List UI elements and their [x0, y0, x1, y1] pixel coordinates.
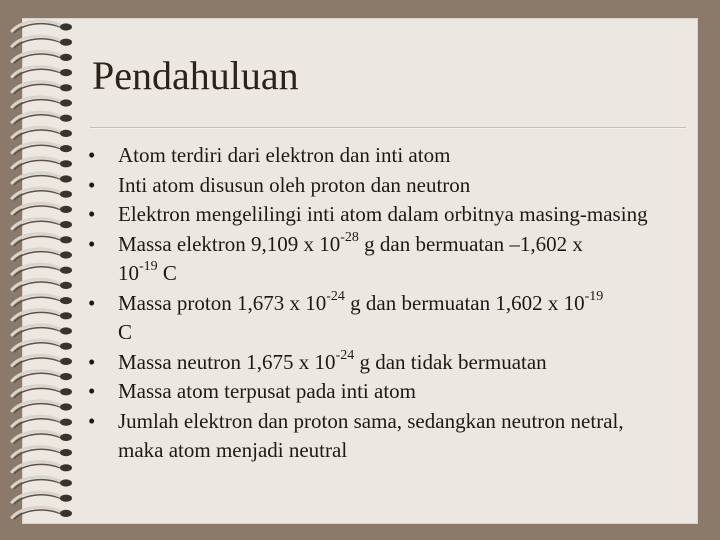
bullet-dot: • — [88, 143, 96, 167]
title-divider-highlight — [90, 128, 686, 129]
spiral-ring — [12, 492, 72, 504]
slide-title: Pendahuluan — [92, 53, 299, 98]
spiral-ring — [12, 507, 72, 519]
bullet-item — [88, 377, 668, 407]
bullet-dot: • — [88, 349, 96, 374]
bullet-list — [88, 141, 668, 466]
spiral-ring — [12, 82, 72, 94]
spiral-ring — [12, 310, 72, 322]
bullet-item — [88, 348, 668, 378]
spiral-ring — [12, 219, 72, 231]
spiral-ring — [12, 249, 72, 261]
bullet-dot: • — [88, 172, 96, 197]
spiral-ring — [12, 127, 72, 139]
bullet-text-part: Massa proton 1,673 x 10 — [118, 290, 327, 315]
bullet-dot: • — [88, 231, 96, 256]
spiral-ring — [12, 234, 72, 246]
exponent: -28 — [340, 229, 359, 245]
spiral-ring — [12, 340, 72, 352]
bullet-text-part: 10 — [563, 290, 585, 315]
spiral-ring — [12, 51, 72, 63]
spiral-ring — [12, 325, 72, 337]
bullet-text: Inti atom disusun oleh proton dan neutron — [118, 172, 471, 197]
spiral-ring — [12, 203, 72, 215]
bullet-text-part: g dan tidak bermuatan — [354, 349, 547, 374]
bullet-dot: • — [88, 408, 96, 433]
spiral-ring — [12, 386, 72, 398]
spiral-ring — [12, 477, 72, 489]
spiral-ring — [12, 416, 72, 428]
bullet-text-part: Massa elektron 9,109 x 10 — [118, 231, 341, 256]
spiral-ring — [12, 295, 72, 307]
bullet-text: Atom terdiri dari elektron dan inti atom — [118, 143, 451, 167]
spiral-ring — [12, 447, 72, 459]
spiral-ring — [12, 279, 72, 291]
bullet-item — [88, 171, 668, 201]
spiral-ring — [12, 355, 72, 367]
bullet-item — [88, 289, 668, 348]
spiral-ring — [12, 173, 72, 185]
bullet-dot: • — [88, 379, 96, 403]
spiral-ring — [12, 371, 72, 383]
spiral-ring — [12, 143, 72, 155]
spiral-ring — [12, 36, 72, 48]
spiral-ring — [12, 158, 72, 170]
spiral-ring — [12, 264, 72, 276]
exponent: -24 — [326, 288, 345, 304]
bullet-item — [88, 230, 668, 289]
bullet-text-part: g dan bermuatan 1,602 x — [344, 290, 564, 315]
spiral-ring — [12, 112, 72, 124]
spiral-ring — [12, 431, 72, 443]
bullet-dot: • — [88, 290, 96, 315]
exponent: -19 — [139, 259, 158, 274]
bullet-item — [88, 200, 668, 230]
spiral-ring — [12, 188, 72, 200]
spiral-ring — [12, 462, 72, 474]
bullet-item — [88, 407, 668, 466]
bullet-dot: • — [88, 202, 96, 226]
bullet-text: Jumlah elektron dan proton sama, sedangkan neutron netral, maka atom menjadi neutral — [118, 408, 624, 462]
spiral-ring — [12, 67, 72, 79]
bullet-text-part: C — [118, 320, 133, 344]
spiral-ring — [12, 97, 72, 109]
spiral-ring — [12, 401, 72, 413]
bullet-text-part: 10 — [118, 261, 139, 285]
bullet-text-part: C — [157, 261, 177, 285]
bullet-text-part: Massa neutron 1,675 x 10 — [118, 349, 336, 374]
bullet-text: Elektron mengelilingi inti atom dalam orbitnya masing-masing — [118, 202, 648, 226]
exponent: -19 — [584, 288, 604, 304]
spiral-ring — [12, 21, 72, 33]
bullet-item — [88, 141, 668, 171]
spiral-binding-icon — [0, 0, 80, 540]
bullet-text: Massa atom terpusat pada inti atom — [118, 379, 417, 403]
exponent: -24 — [335, 347, 355, 363]
bullet-text-part: g dan bermuatan –1,602 x — [358, 231, 583, 256]
